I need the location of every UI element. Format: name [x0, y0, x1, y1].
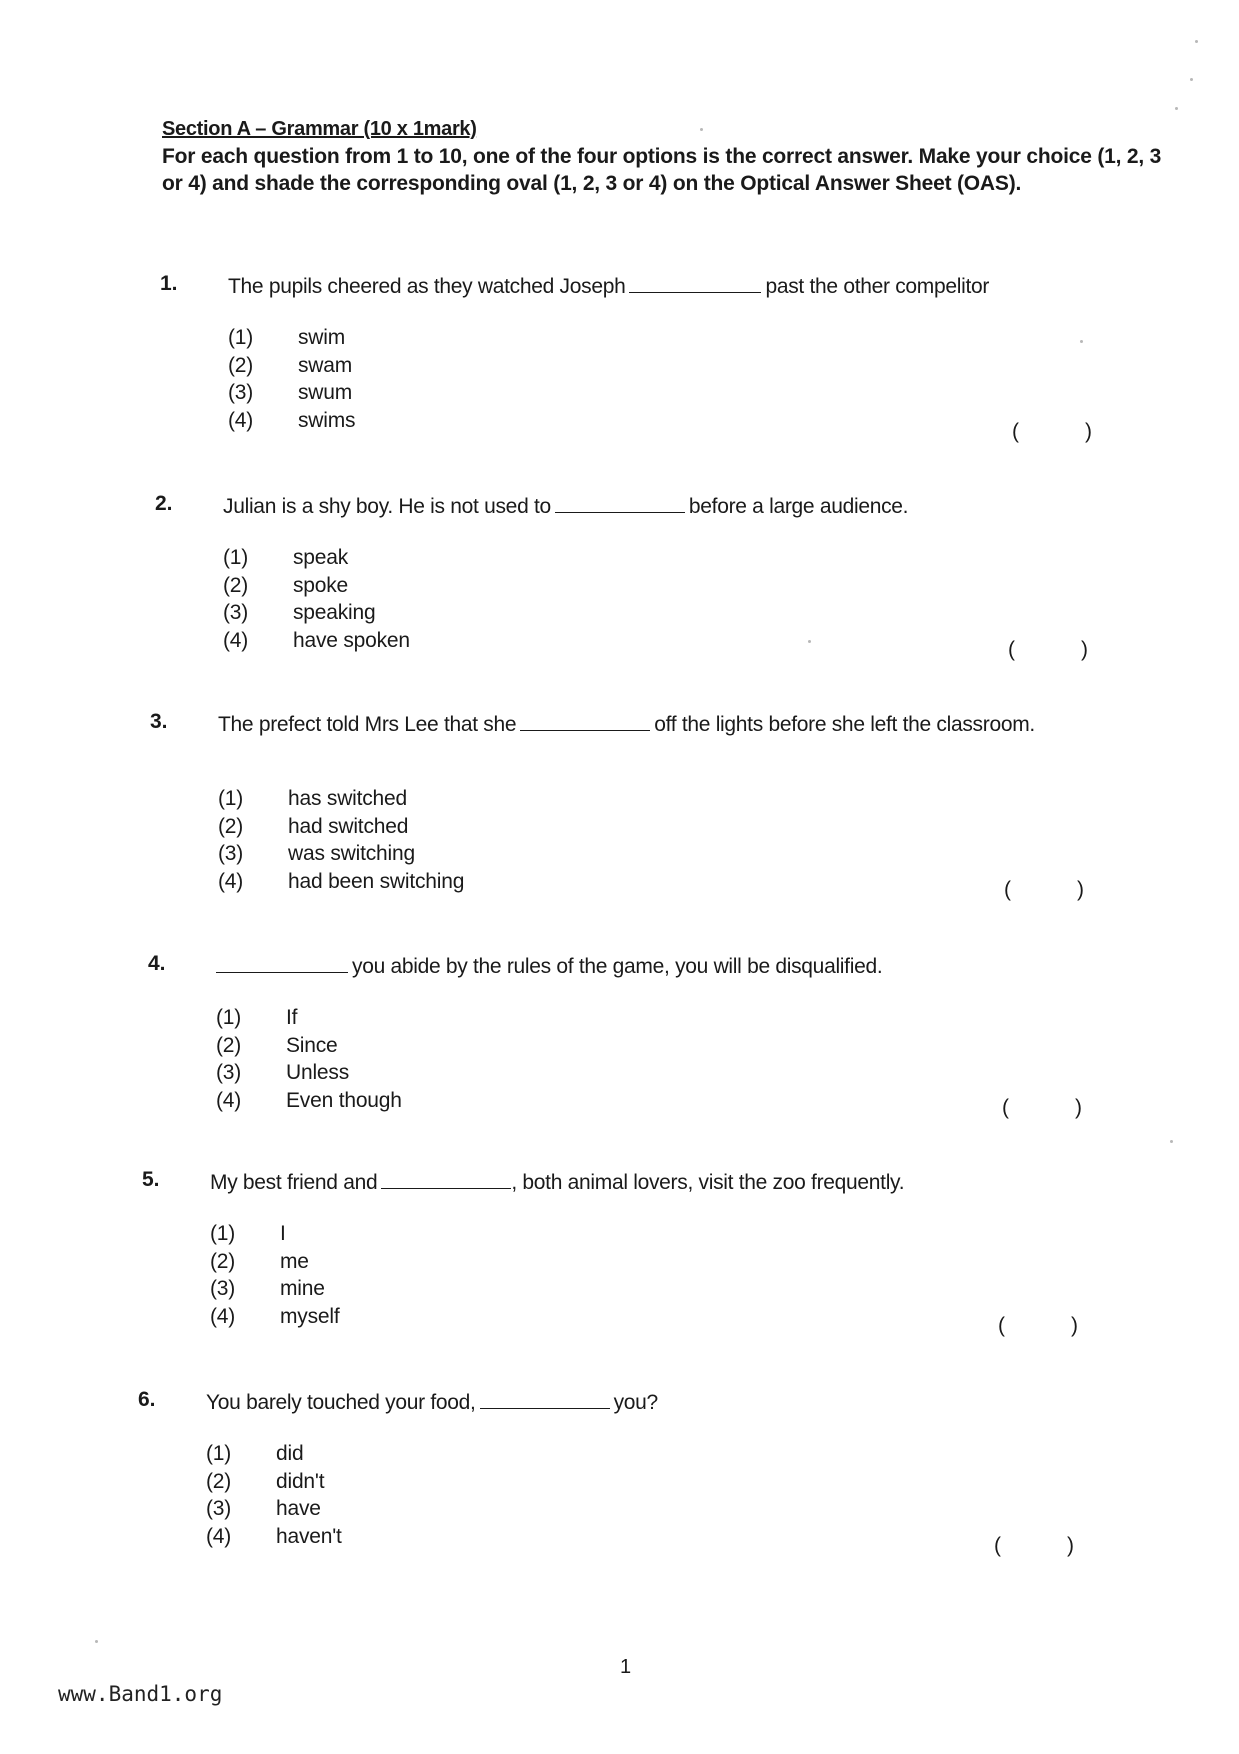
option-text: have — [276, 1497, 321, 1520]
section-title: Section A – Grammar (10 x 1mark) — [162, 118, 477, 140]
option-2[interactable] — [228, 352, 355, 380]
stem-text-before: My best friend and — [210, 1171, 378, 1194]
answer-blank — [480, 1388, 610, 1409]
answer-close-paren: ) — [1081, 638, 1088, 661]
option-number: (4) — [210, 1304, 236, 1328]
option-number: (1) — [223, 546, 249, 569]
answer-box-1[interactable] — [1012, 420, 1092, 444]
option-text: swum — [298, 381, 353, 404]
scan-speck — [1190, 78, 1193, 81]
stem-text-before: The prefect told Mrs Lee that she — [218, 713, 517, 736]
option-number: (2) — [218, 814, 244, 838]
answer-box-3[interactable] — [1004, 878, 1084, 902]
option-text: had switched — [288, 814, 409, 838]
option-1[interactable] — [206, 1440, 342, 1468]
option-1[interactable] — [218, 785, 464, 813]
option-number: (3) — [206, 1497, 232, 1520]
option-number: (1) — [228, 326, 254, 349]
option-number: (4) — [216, 1088, 242, 1112]
option-text: If — [286, 1006, 298, 1029]
option-text: speaking — [293, 601, 376, 624]
scan-speck — [808, 640, 811, 643]
answer-blank — [520, 710, 650, 731]
option-text: had been switching — [288, 869, 465, 893]
stem-text-after: before a large audience. — [688, 495, 909, 518]
option-2[interactable] — [218, 813, 464, 841]
option-text: swam — [298, 353, 353, 377]
scan-speck — [1170, 1140, 1173, 1143]
option-text: speak — [293, 546, 349, 569]
option-2[interactable] — [210, 1248, 339, 1276]
option-number: (1) — [206, 1442, 232, 1465]
option-4[interactable] — [206, 1523, 342, 1551]
answer-blank — [629, 272, 761, 293]
option-text: I — [280, 1222, 286, 1245]
watermark[interactable]: www.Band1.org — [52, 1680, 228, 1708]
stem-text-after: past the other compelitor — [765, 275, 990, 298]
option-number: (3) — [210, 1277, 236, 1300]
option-number: (2) — [223, 573, 249, 597]
scan-speck — [1175, 107, 1178, 110]
option-number: (1) — [216, 1006, 242, 1029]
option-3[interactable] — [216, 1059, 402, 1087]
options-list — [228, 324, 355, 434]
question-stem — [228, 272, 1108, 300]
option-3[interactable] — [228, 379, 355, 407]
answer-box-4[interactable] — [1002, 1096, 1082, 1120]
option-number: (2) — [216, 1033, 242, 1057]
options-list — [206, 1440, 342, 1550]
option-text: Even though — [286, 1088, 402, 1112]
answer-close-paren: ) — [1071, 1314, 1078, 1337]
option-number: (4) — [218, 869, 244, 893]
option-1[interactable] — [228, 324, 355, 352]
stem-text-after: off the lights before she left the classroom. — [654, 713, 1035, 736]
option-number: (4) — [206, 1524, 232, 1548]
question-number: 3. — [150, 710, 168, 733]
option-number: (1) — [218, 787, 244, 810]
option-text: has switched — [288, 787, 407, 810]
option-4[interactable] — [223, 627, 410, 655]
answer-close-paren: ) — [1077, 878, 1084, 901]
options-list — [223, 544, 410, 654]
answer-box-2[interactable] — [1008, 638, 1088, 662]
stem-text-before: The pupils cheered as they watched Joseph — [228, 275, 626, 298]
question-stem — [216, 952, 1096, 980]
option-3[interactable] — [210, 1275, 339, 1303]
option-2[interactable] — [206, 1468, 342, 1496]
option-number: (3) — [228, 381, 254, 404]
section-instructions: For each question from 1 to 10, one of the four options is the correct answer. Make your choice (1, 2, 3 or 4) and shade the corresponding oval (1, 2, 3 or 4) on the Optical Answer Sheet (OAS). — [162, 145, 1162, 195]
option-4[interactable] — [218, 868, 464, 896]
scan-speck — [1080, 340, 1083, 343]
option-text: was switching — [288, 842, 415, 865]
question-number: 2. — [155, 492, 173, 515]
option-number: (1) — [210, 1222, 236, 1245]
stem-text-before: You barely touched your food, — [206, 1391, 476, 1414]
stem-text-after: , both animal lovers, visit the zoo frequently. — [511, 1171, 905, 1194]
option-number: (4) — [228, 408, 254, 432]
option-text: me — [280, 1249, 309, 1273]
option-1[interactable] — [223, 544, 410, 572]
option-text: Since — [286, 1033, 338, 1057]
option-4[interactable] — [216, 1087, 402, 1115]
option-text: swims — [298, 408, 356, 432]
option-number: (2) — [228, 353, 254, 377]
stem-text-after: you? — [613, 1391, 658, 1414]
option-text: swim — [298, 326, 346, 349]
answer-blank — [216, 952, 348, 973]
option-3[interactable] — [223, 599, 410, 627]
option-number: (4) — [223, 628, 249, 652]
stem-text-after: you abide by the rules of the game, you will be disqualified. — [352, 955, 883, 978]
option-text: have spoken — [293, 628, 410, 652]
question-stem — [218, 710, 1058, 738]
question-number: 4. — [148, 952, 166, 975]
answer-open-paren: ( — [1004, 878, 1011, 901]
answer-close-paren: ) — [1085, 420, 1092, 443]
answer-close-paren: ) — [1075, 1096, 1082, 1119]
option-2[interactable] — [223, 572, 410, 600]
option-number: (2) — [210, 1249, 236, 1273]
option-4[interactable] — [228, 407, 355, 435]
option-number: (2) — [206, 1469, 232, 1493]
stem-text-before: Julian is a shy boy. He is not used to — [223, 495, 551, 518]
question-number: 5. — [142, 1168, 160, 1191]
answer-open-paren: ( — [1012, 420, 1019, 443]
option-4[interactable] — [210, 1303, 339, 1331]
answer-open-paren: ( — [994, 1534, 1001, 1557]
answer-open-paren: ( — [1008, 638, 1015, 661]
question-stem — [223, 492, 1103, 520]
question-stem — [206, 1388, 1086, 1416]
answer-open-paren: ( — [1002, 1096, 1009, 1119]
section-header — [162, 118, 1182, 197]
answer-box-5[interactable] — [998, 1314, 1078, 1338]
question-stem — [210, 1168, 1090, 1196]
option-1[interactable] — [216, 1004, 402, 1032]
options-list — [216, 1004, 402, 1114]
answer-blank — [381, 1168, 511, 1189]
option-text: did — [276, 1442, 304, 1465]
scan-speck — [95, 1640, 98, 1643]
answer-open-paren: ( — [998, 1314, 1005, 1337]
question-number: 1. — [160, 272, 178, 295]
option-text: didn't — [276, 1469, 325, 1493]
option-2[interactable] — [216, 1032, 402, 1060]
option-1[interactable] — [210, 1220, 339, 1248]
option-number: (3) — [218, 842, 244, 865]
answer-close-paren: ) — [1067, 1534, 1074, 1557]
option-text: haven't — [276, 1524, 342, 1548]
question-number: 6. — [138, 1388, 156, 1411]
page-number: 1 — [620, 1656, 632, 1678]
option-text: spoke — [293, 573, 349, 597]
option-3[interactable] — [206, 1495, 342, 1523]
answer-blank — [555, 492, 685, 513]
scan-speck — [1195, 40, 1198, 43]
option-3[interactable] — [218, 840, 464, 868]
options-list — [210, 1220, 339, 1330]
option-text: Unless — [286, 1061, 349, 1084]
option-text: mine — [280, 1277, 325, 1300]
option-text: myself — [280, 1304, 340, 1328]
option-number: (3) — [223, 601, 249, 624]
options-list — [218, 785, 464, 895]
option-number: (3) — [216, 1061, 242, 1084]
answer-box-6[interactable] — [994, 1534, 1074, 1558]
